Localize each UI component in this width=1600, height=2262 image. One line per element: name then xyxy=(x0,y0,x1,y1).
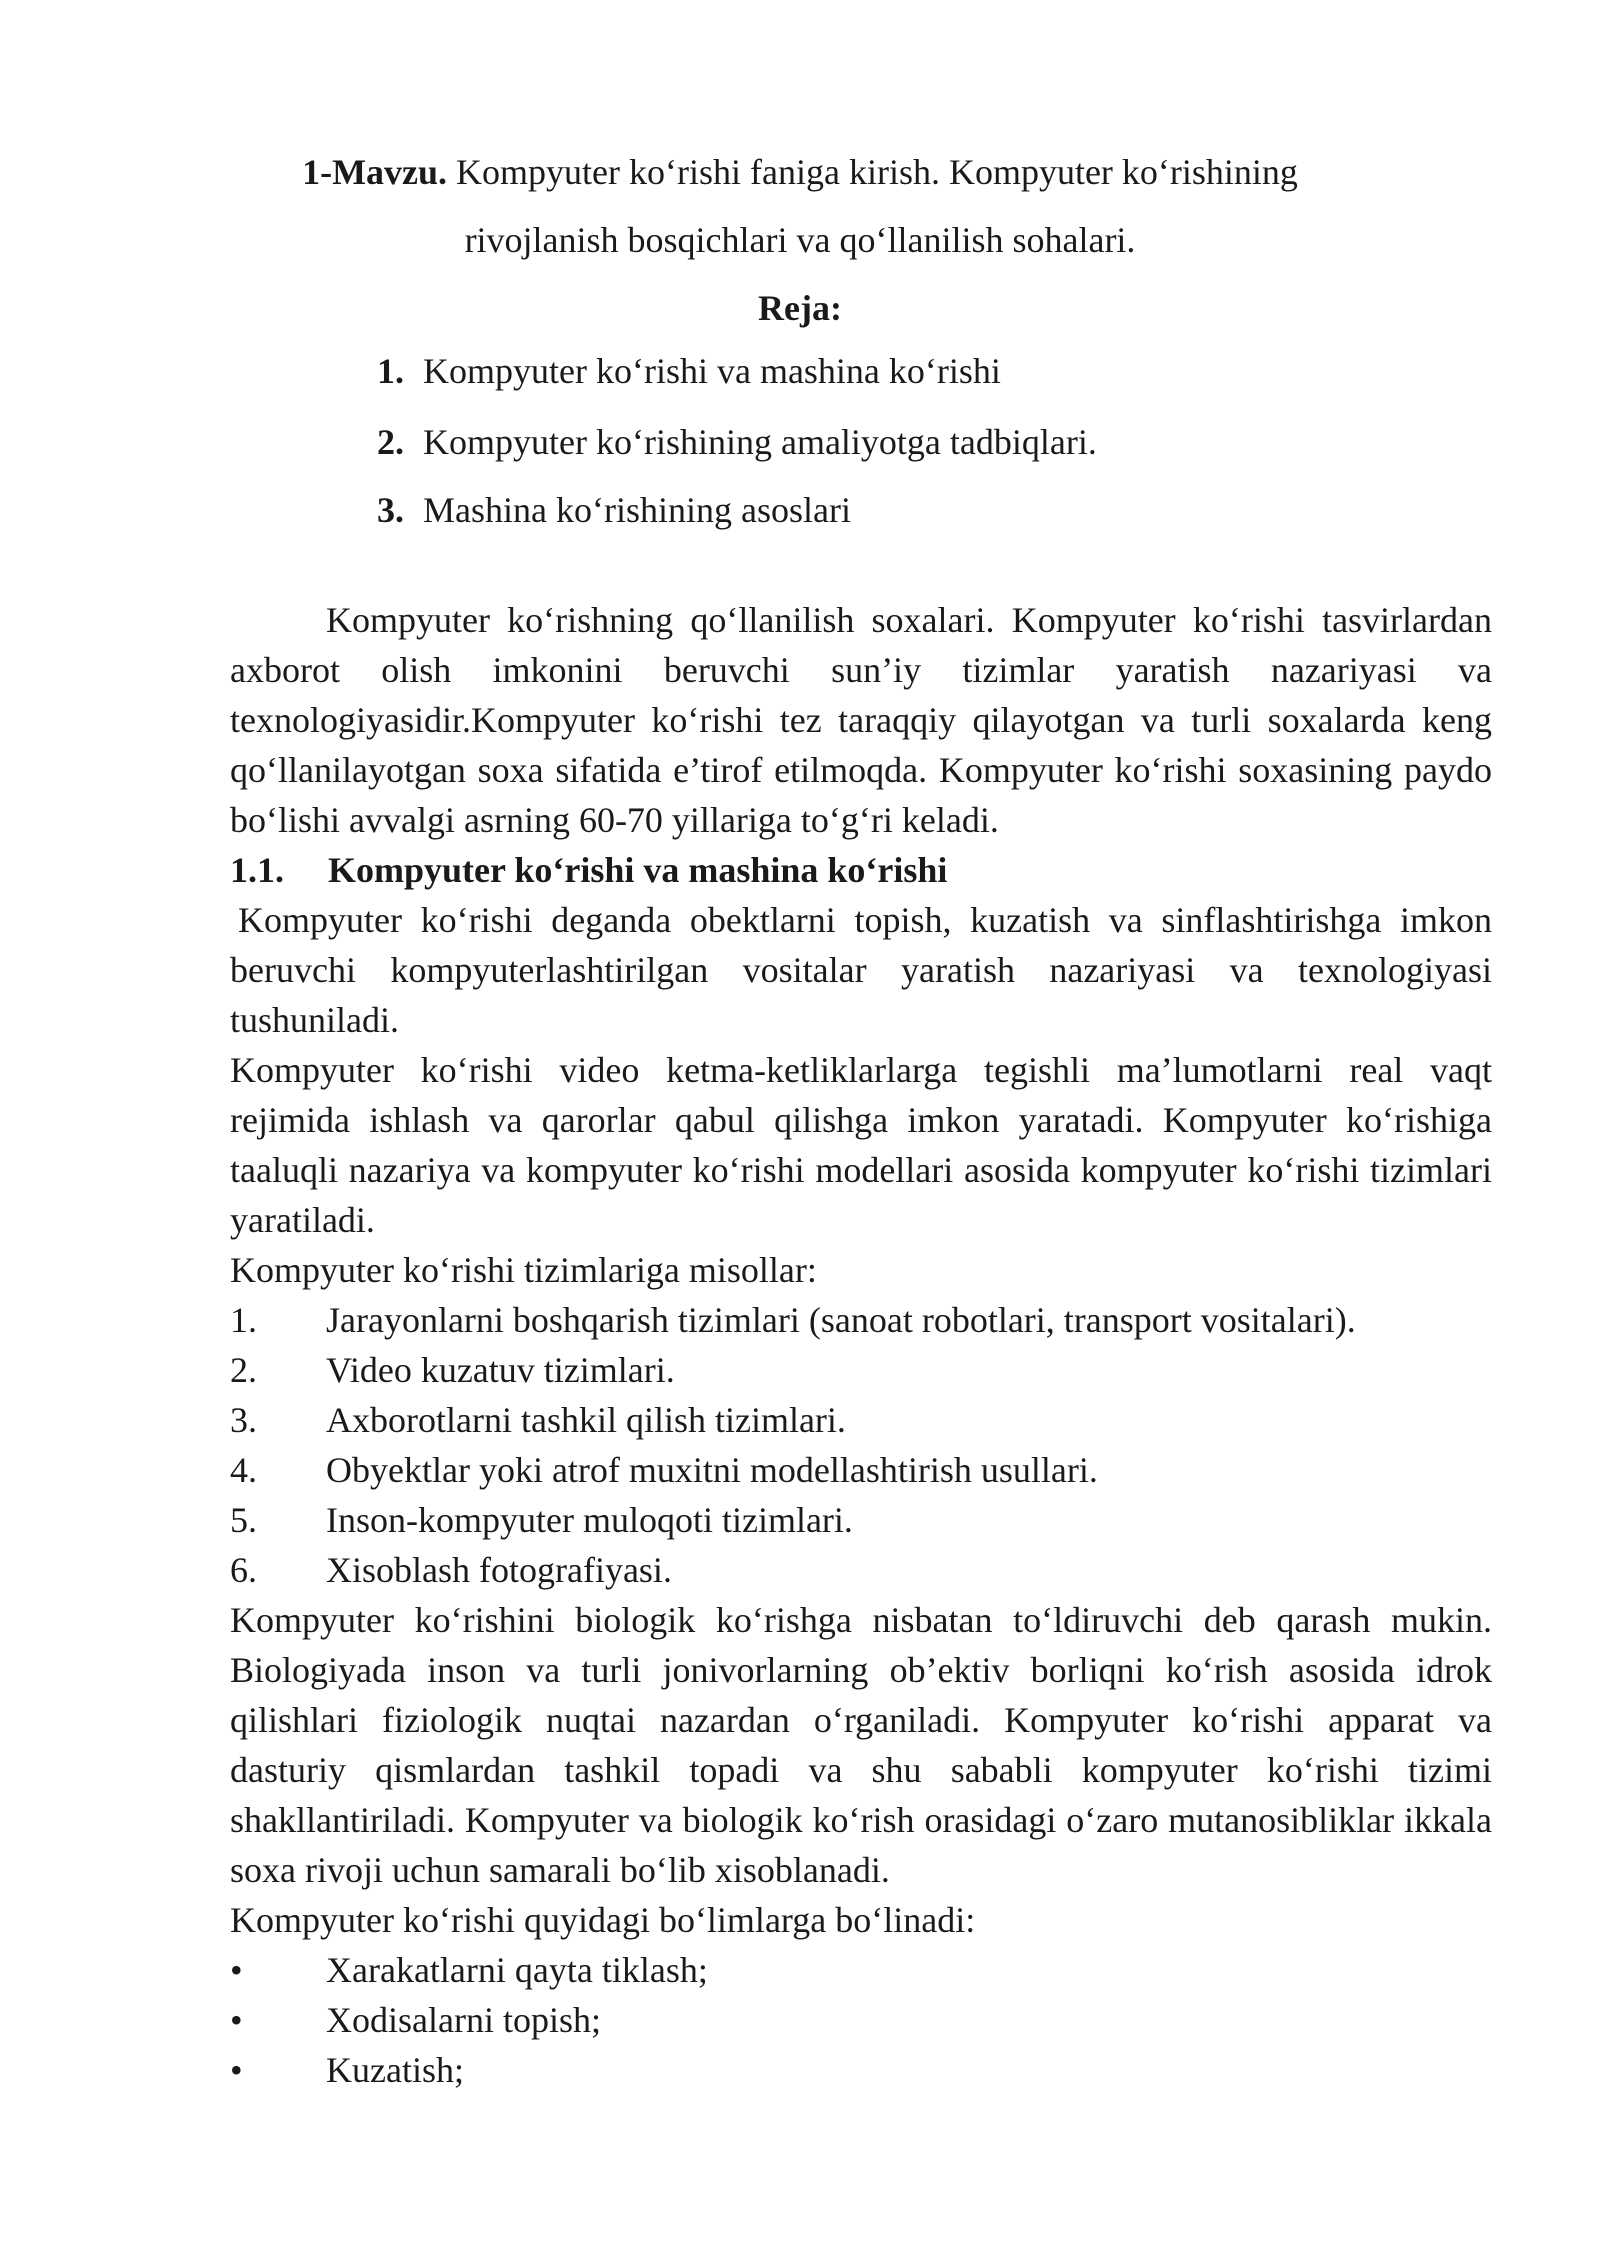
plan-item-text: Kompyuter ko‘rishining amaliyotga tadbiqlari. xyxy=(423,422,1097,462)
bullet-icon: • xyxy=(230,1950,243,1990)
list-item xyxy=(230,1295,1492,1345)
list-item-number: 2. xyxy=(230,1350,257,1390)
list-item xyxy=(230,1495,1492,1545)
list-item-text: Axborotlarni tashkil qilish tizimlari. xyxy=(326,1400,846,1440)
section-title: Kompyuter ko‘rishi va mashina ko‘rishi xyxy=(328,850,948,890)
bullet-icon: • xyxy=(230,2050,243,2090)
topic-title-line-1 xyxy=(300,148,1300,196)
plan-heading: Reja: xyxy=(758,288,842,328)
bullet-item-text: Xarakatlarni qayta tiklash; xyxy=(326,1950,708,1990)
examples-list xyxy=(230,1295,1492,1595)
list-item xyxy=(230,1345,1492,1395)
plan-item xyxy=(377,347,1001,395)
list-item-number: 6. xyxy=(230,1550,257,1590)
plan-item-number: 2. xyxy=(377,422,404,462)
section-number: 1.1. xyxy=(230,850,284,890)
plan-item-text: Mashina ko‘rishining asoslari xyxy=(423,490,851,530)
topic-title-line-2: rivojlanish bosqichlari va qo‘llanilish sohalari. xyxy=(464,220,1136,260)
intro-paragraph: Kompyuter ko‘rishning qo‘llanilish soxalari. Kompyuter ko‘rishi tasvirlardan axborot olish imkonini beruvchi sun’iy tizimlar yaratish nazariyasi va texnologiyasidir.Kompyuter ko‘rishi tez taraqqiy qilayotgan va turli soxalarda keng qo‘llanilayotgan soxa sifatida e’tirof etilmoqda. Kompyuter ko‘rishi soxasining paydo bo‘lishi avvalgi asrning 60-70 yillariga to‘g‘ri keladi. xyxy=(230,600,1492,840)
examples-intro: Kompyuter ko‘rishi tizimlariga misollar: xyxy=(230,1250,817,1290)
video-paragraph: Kompyuter ko‘rishi video ketma-ketliklarlarga tegishli ma’lumotlarni real vaqt rejimida ishlash va qarorlar qabul qilishga imkon yaratadi. Kompyuter ko‘rishiga taaluqli nazariya va kompyuter ko‘rishi modellari asosida kompyuter ko‘rishi tizimlari yaratiladi. xyxy=(230,1050,1492,1240)
list-item-text: Obyektlar yoki atrof muxitni modellashtirish usullari. xyxy=(326,1450,1098,1490)
list-item-number: 3. xyxy=(230,1400,257,1440)
plan-item-number: 3. xyxy=(377,490,404,530)
bullet-icon: • xyxy=(230,2000,243,2040)
topic-label: 1-Mavzu. xyxy=(302,152,448,192)
plan-item-number: 1. xyxy=(377,351,404,391)
plan-item-text: Kompyuter ko‘rishi va mashina ko‘rishi xyxy=(423,351,1001,391)
section-heading xyxy=(230,845,1492,895)
list-item-number: 4. xyxy=(230,1450,257,1490)
bullet-item-text: Kuzatish; xyxy=(326,2050,464,2090)
list-item-text: Video kuzatuv tizimlari. xyxy=(326,1350,675,1390)
list-item-text: Xisoblash fotografiyasi. xyxy=(326,1550,672,1590)
document-body xyxy=(230,595,1492,2095)
list-item-text: Inson-kompyuter muloqoti tizimlari. xyxy=(326,1500,853,1540)
plan-item xyxy=(377,418,1097,466)
list-item-number: 1. xyxy=(230,1300,257,1340)
list-item xyxy=(230,1395,1492,1445)
bullet-item-text: Xodisalarni topish; xyxy=(326,2000,601,2040)
bullet-item xyxy=(230,2045,1492,2095)
list-item xyxy=(230,1545,1492,1595)
bullet-item xyxy=(230,1945,1492,1995)
list-item-number: 5. xyxy=(230,1500,257,1540)
bullet-item xyxy=(230,1995,1492,2045)
definition-paragraph: Kompyuter ko‘rishi deganda obektlarni topish, kuzatish va sinflashtirishga imkon beruvchi kompyuterlashtirilgan vositalar yaratish nazariyasi va texnologiyasi tushuniladi. xyxy=(230,900,1492,1040)
list-item-text: Jarayonlarni boshqarish tizimlari (sanoat robotlari, transport vositalari). xyxy=(326,1300,1356,1340)
parts-intro: Kompyuter ko‘rishi quyidagi bo‘limlarga bo‘linadi: xyxy=(230,1900,976,1940)
plan-item xyxy=(377,486,851,534)
list-item xyxy=(230,1445,1492,1495)
topic-title-text: Kompyuter ko‘rishi faniga kirish. Kompyuter ko‘rishining xyxy=(447,152,1298,192)
parts-list xyxy=(230,1945,1492,2095)
biology-paragraph: Kompyuter ko‘rishini biologik ko‘rishga nisbatan to‘ldiruvchi deb qarash mukin. Biologiyada inson va turli jonivorlarning ob’ektiv borliqni ko‘rish asosida idrok qilishlari fiziologik nuqtai nazardan o‘rganiladi. Kompyuter ko‘rishi apparat va dasturiy qismlardan tashkil topadi va shu sababli kompyuter ko‘rishi tizimi shakllantiriladi. Kompyuter va biologik ko‘rish orasidagi o‘zaro mutanosibliklar ikkala soxa rivoji uchun samarali bo‘lib xisoblanadi. xyxy=(230,1600,1492,1890)
